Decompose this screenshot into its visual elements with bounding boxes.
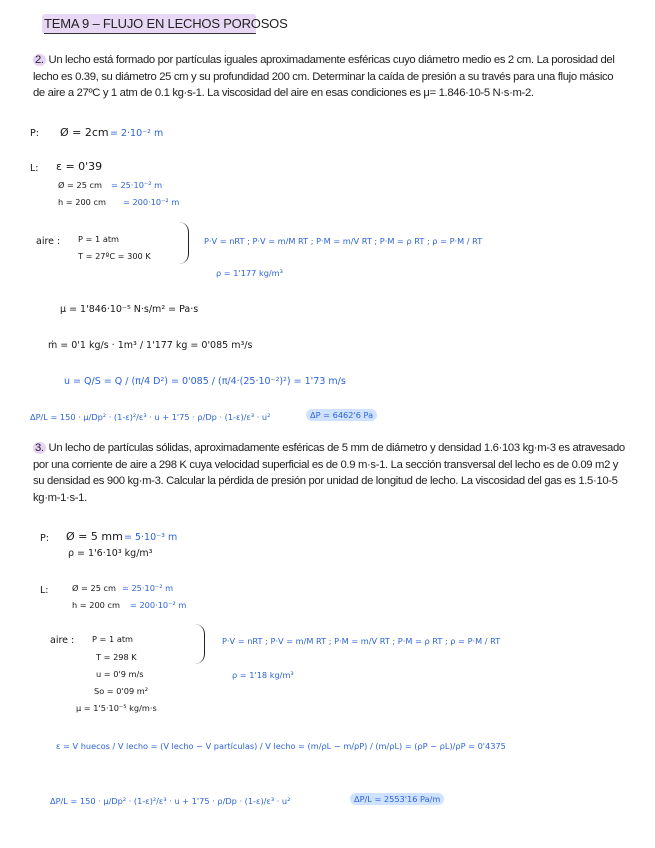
p2-mu: μ = 1'846·10⁻⁵ N·s/m² = Pa·s [60, 304, 199, 315]
p3-result-highlight: ΔP/L = 2553'16 Pa/m [350, 793, 444, 805]
p2-l-diam: Ø = 25 cm [58, 180, 103, 190]
p3-p-label: P: [40, 533, 49, 544]
p3-aire-u: u = 0'9 m/s [96, 669, 144, 679]
p2-l-label: L: [30, 163, 39, 174]
problem-2-statement [33, 52, 625, 102]
p3-l-diam-conv: = 25·10⁻² m [122, 583, 174, 593]
p3-brace [194, 624, 205, 664]
p3-ergun: ΔP/L = 150 · μ/Dp² · (1-ε)²/ε³ · u + 1'75 · ρ/Dp · (1-ε)/ε³ · u² [50, 796, 291, 806]
p3-rho: ρ = 1'18 kg/m³ [232, 670, 294, 680]
p3-gas-law: P·V = nRT ; P·V = m/M RT ; P·M = m/V RT ; P·M = ρ RT ; ρ = P·M / RT [222, 636, 501, 646]
problem-2-number: 2. [35, 54, 44, 66]
p2-aire-label: aire : [36, 236, 61, 247]
p2-l-eps: ε = 0'39 [56, 160, 103, 173]
p2-l-diam-conv: = 25·10⁻² m [111, 180, 163, 190]
p3-porosity: ε = V huecos / V lecho = (V lecho − V partículas) / V lecho = (m/ρL − m/ρP) / (m/ρL) = (ρP − ρL)/ρP = 0'4375 [56, 741, 506, 751]
p3-l-h: h = 200 cm [72, 600, 120, 610]
p2-rho: ρ = 1'177 kg/m³ [216, 268, 283, 278]
p3-aire-label: aire : [50, 635, 75, 646]
page-title: TEMA 9 – FLUJO EN LECHOS POROSOS [44, 16, 288, 31]
p3-l-diam: Ø = 25 cm [72, 583, 117, 593]
problem-3-text: Un lecho de partículas sólidas, aproximadamente esféricas de 5 mm de diámetro y densidad 1.6·103 kg·m-3 es atravesado por una corriente de aire a 298 K cuya velocidad superficial es de 0.9 m·s-1. La sección transversal del lecho es de 0.09 m2 y su densidad es 900 kg·m-3. Calcular la pérdida de presión por unidad de longitud de lecho. La viscosidad del gas es 1.5·10-5 kg·m-1·s-1. [33, 442, 625, 504]
p2-p-diam-conv: = 2·10⁻² m [110, 128, 164, 139]
p2-p-label: P: [30, 128, 39, 139]
p3-p-diam-conv: = 5·10⁻³ m [124, 532, 178, 543]
p3-l-label: L: [40, 585, 49, 596]
problem-2-text: Un lecho está formado por partículas iguales aproximadamente esféricas cuyo diámetro medio es 2 cm. La porosidad del lecho es 0.39, su diámetro 25 cm y su profundidad 200 cm. Determinar la caída de presión a su través para una flujo másico de aire a 27ºC y 1 atm de 0.1 kg·s-1. La viscosidad del aire en esas condiciones es μ= 1.846·10-5 N·s·m-2. [33, 54, 615, 100]
problem-3-statement [33, 440, 625, 506]
p2-flow: ṁ = 0'1 kg/s · 1m³ / 1'177 kg = 0'085 m³/s [48, 340, 253, 351]
p3-aire-s: So = 0'09 m² [94, 686, 149, 696]
p2-l-h-conv: = 200·10⁻² m [123, 197, 180, 207]
p2-aire-t: T = 27ºC = 300 K [78, 251, 151, 261]
p2-l-h: h = 200 cm [58, 197, 106, 207]
p3-aire-t: T = 298 K [96, 652, 137, 662]
p2-velocity: u = Q/S = Q / (π/4 D²) = 0'085 / (π/4·(25·10⁻²)²) = 1'73 m/s [64, 376, 346, 387]
p2-gas-law: P·V = nRT ; P·V = m/M RT ; P·M = m/V RT ; P·M = ρ RT ; ρ = P·M / RT [204, 236, 483, 246]
p3-aire-mu: μ = 1'5·10⁻⁵ kg/m·s [76, 703, 157, 713]
p3-p-diam: Ø = 5 mm [66, 530, 123, 543]
p2-p-diam: Ø = 2cm [60, 126, 109, 139]
problem-3-number: 3. [35, 442, 44, 454]
p2-brace [178, 222, 189, 264]
p2-ergun: ΔP/L = 150 · μ/Dp² · (1-ε)²/ε³ · u + 1'75 · ρ/Dp · (1-ε)/ε³ · u² [30, 412, 271, 422]
p2-aire-p: P = 1 atm [78, 234, 120, 244]
title-underline [44, 33, 256, 34]
p3-l-h-conv: = 200·10⁻² m [130, 600, 187, 610]
p3-p-rho: ρ = 1'6·10³ kg/m³ [68, 548, 153, 559]
p3-aire-p: P = 1 atm [92, 634, 134, 644]
p2-result-highlight: ΔP = 6462'6 Pa [306, 409, 377, 421]
p2-result [306, 410, 377, 420]
p3-result [350, 794, 444, 804]
